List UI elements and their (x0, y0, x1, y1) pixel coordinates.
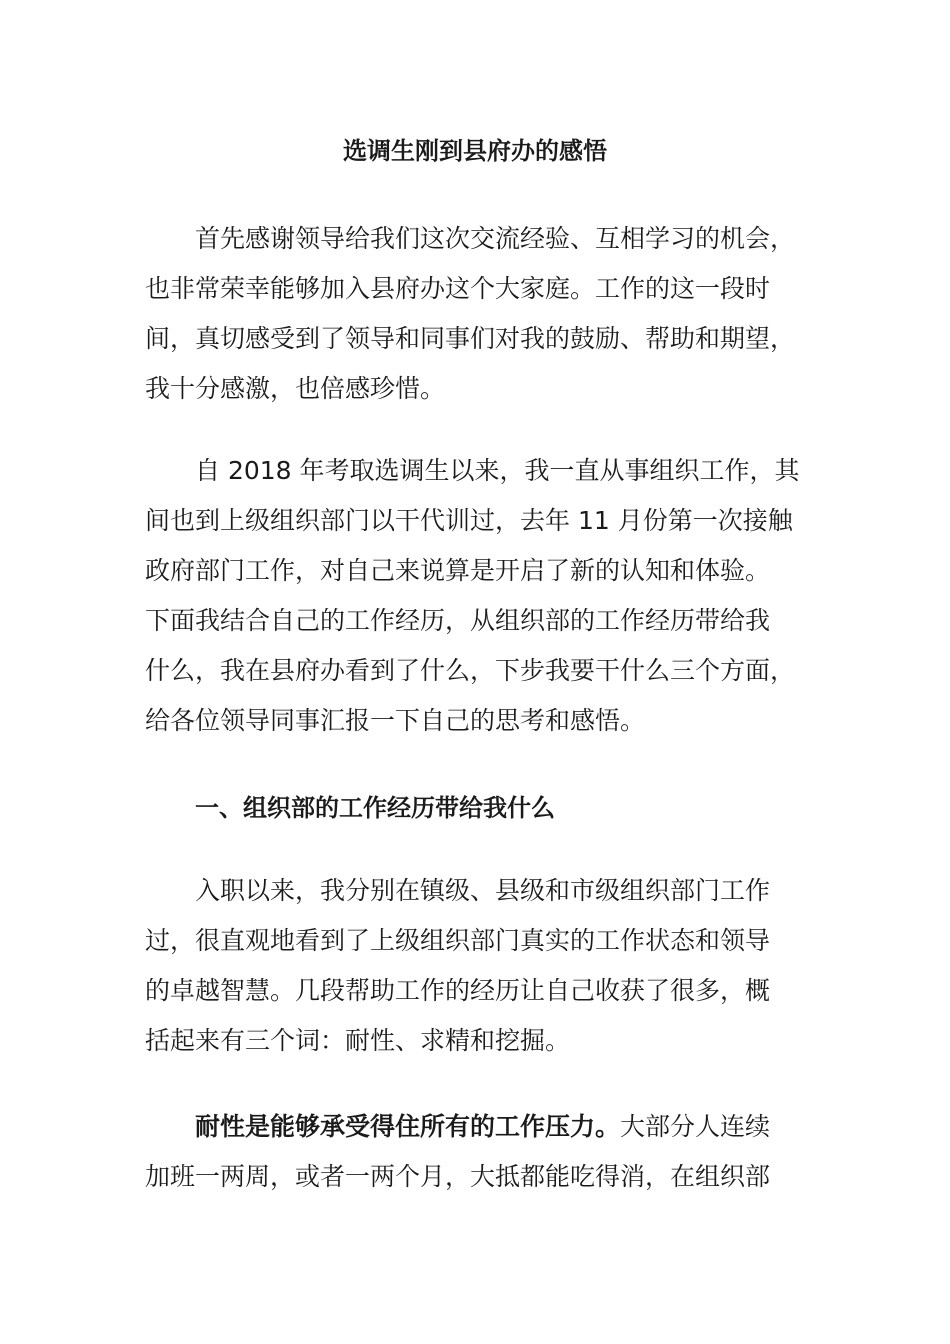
paragraph-background (145, 446, 810, 746)
paragraph-line: 我十分感激，也倍感珍惜。 (145, 374, 446, 403)
paragraph-line: 下面我结合自己的工作经历，从组织部的工作经历带给我 (145, 606, 771, 635)
paragraph-line: 给各位领导同事汇报一下自己的思考和感悟。 (145, 706, 646, 735)
bold-lead-sentence: 耐性是能够承受得住所有的工作压力。 (195, 1112, 621, 1141)
paragraph-line: 括起来有三个词：耐性、求精和挖掘。 (145, 1026, 571, 1055)
paragraph-line: 加班一两周，或者一两个月，大抵都能吃得消，在组织部 (145, 1162, 771, 1191)
paragraph-line: 间，真切感受到了领导和同事们对我的鼓励、帮助和期望， (145, 324, 796, 353)
paragraph-line-rest: 大部分人连续 (620, 1112, 771, 1141)
paragraph-line (145, 1102, 810, 1152)
paragraph-line: 政府部门工作，对自己来说算是开启了新的认知和体验。 (145, 556, 771, 585)
paragraph-line: 自 2018 年考取选调生以来，我一直从事组织工作，其 (195, 456, 800, 485)
paragraph-line: 也非常荣幸能够加入县府办这个大家庭。工作的这一段时 (145, 274, 771, 303)
paragraph-line: 间也到上级组织部门以干代训过，去年 11 月份第一次接触 (145, 506, 793, 535)
paragraph-line: 首先感谢领导给我们这次交流经验、互相学习的机会， (195, 224, 796, 253)
paragraph-line: 的卓越智慧。几段帮助工作的经历让自己收获了很多，概 (145, 976, 771, 1005)
paragraph-patience (145, 1102, 810, 1202)
paragraph-line: 入职以来，我分别在镇级、县级和市级组织部门工作 (195, 876, 771, 905)
paragraph-line: 过，很直观地看到了上级组织部门真实的工作状态和领导 (145, 926, 771, 955)
document-title: 选调生刚到县府办的感悟 (343, 137, 607, 165)
paragraph-experience (145, 866, 810, 1066)
section-heading: 一、组织部的工作经历带给我什么 (195, 794, 555, 822)
paragraph-intro (145, 214, 810, 414)
paragraph-line: 什么，我在县府办看到了什么，下步我要干什么三个方面， (145, 656, 796, 685)
